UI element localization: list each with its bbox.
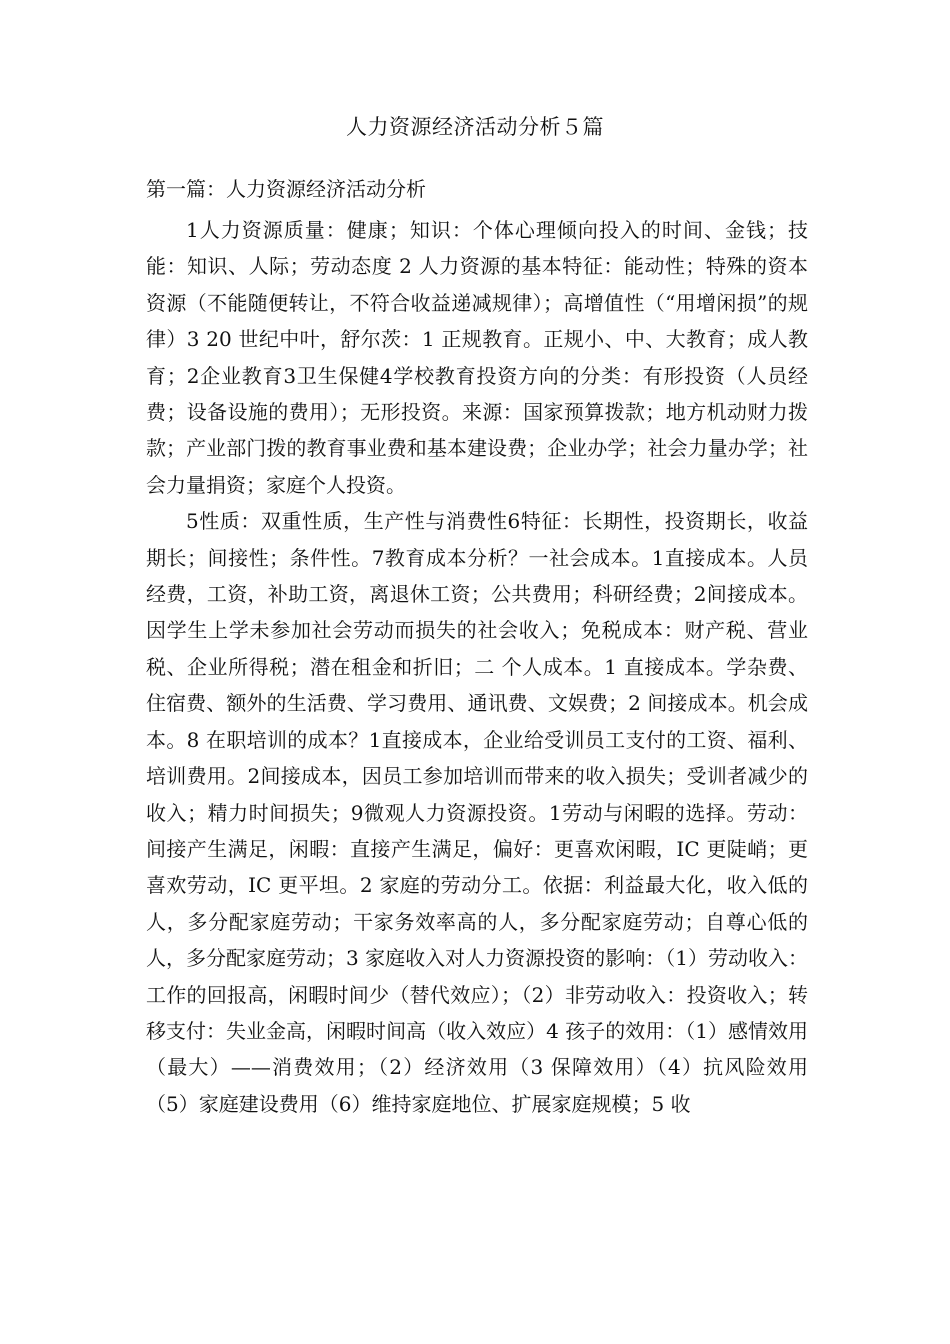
document-title: 人力资源经济活动分析５篇	[346, 115, 604, 139]
paragraph: 1人力资源质量：健康；知识：个体心理倾向投入的时间、金钱；技能：知识、人际；劳动态度 2 人力资源的基本特征：能动性；特殊的资本资源（不能随便转让，不符合收益递减规律）；高增值性（“用增闲损”的规律）3 20 世纪中叶，舒尔茨：1 正规教育。正规小、中、大教育；成人教育；2企业教育3卫生保健4学校教育投资方向的分类：有形投资（人员经费；设备设施的费用）；无形投资。来源：国家预算拨款；地方机动财力拨款；产业部门拨的教育事业费和基本建设费；企业办学；社会力量办学；社会力量捐资；家庭个人投资。	[146, 218, 808, 497]
section-heading: 第一篇：人力资源经济活动分析	[146, 177, 426, 201]
document-body	[146, 212, 808, 1122]
paragraph: 5性质：双重性质，生产性与消费性6特征：长期性，投资期长，收益期长；间接性；条件性。7教育成本分析？一社会成本。1直接成本。人员经费，工资，补助工资，离退休工资；公共费用；科研经费；2间接成本。因学生上学未参加社会劳动而损失的社会收入；免税成本：财产税、营业税、企业所得税；潜在租金和折旧；二 个人成本。1 直接成本。学杂费、住宿费、额外的生活费、学习费用、通讯费、文娱费；2 间接成本。机会成本。8 在职培训的成本？1直接成本，企业给受训员工支付的工资、福利、培训费用。2间接成本，因员工参加培训而带来的收入损失；受训者减少的收入；精力时间损失；9微观人力资源投资。1劳动与闲暇的选择。劳动：间接产生满足，闲暇：直接产生满足，偏好：更喜欢闲暇，IC 更陡峭；更喜欢劳动，IC 更平坦。2 家庭的劳动分工。依据：利益最大化，收入低的人，多分配家庭劳动；干家务效率高的人，多分配家庭劳动；自尊心低的人，多分配家庭劳动；3 家庭收入对人力资源投资的影响：（1）劳动收入：工作的回报高，闲暇时间少（替代效应）；（2）非劳动收入：投资收入；转移支付：失业金高，闲暇时间高（收入效应）4 孩子的效用：（1）感情效用（最大）——消费效用；（2）经济效用（3 保障效用）（4）抗风险效用（5）家庭建设费用（6）维持家庭地位、扩展家庭规模；5 收	[146, 509, 808, 1116]
